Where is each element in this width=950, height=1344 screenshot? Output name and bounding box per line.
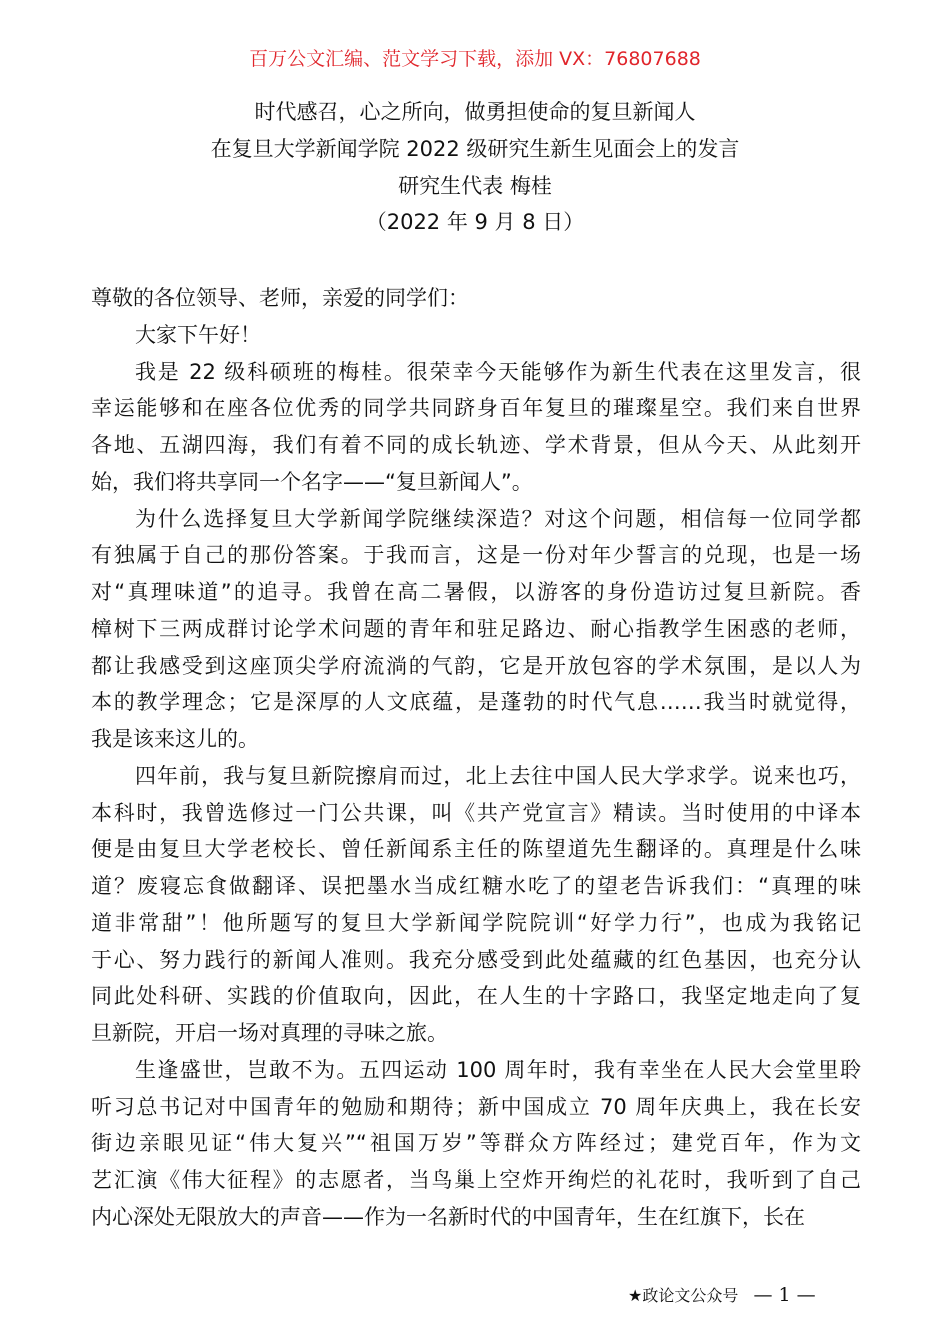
document-body — [91, 280, 861, 1236]
date: （2022 年 9 月 8 日） — [365, 210, 585, 234]
text-line: 对“真理味道”的追寻。我曾在高二暑假，以游客的身份造访过复旦新院。香 — [91, 580, 861, 604]
text-line: 樟树下三两成群讨论学术问题的青年和驻足路边、耐心指教学生困惑的老师， — [91, 616, 861, 641]
paragraph — [91, 501, 861, 758]
text-line: 生逢盛世，岂敢不为。五四运动 100 周年时，我有幸坐在人民大会堂里聆 — [135, 1057, 861, 1082]
paragraph — [91, 317, 861, 354]
watermark-header: 百万公文汇编、范文学习下载，添加 VX：76807688 — [249, 48, 701, 70]
salutation — [91, 280, 861, 317]
text-line: 街边亲眼见证“伟大复兴”“祖国万岁”等群众方阵经过；建党百年，作为文 — [91, 1131, 861, 1156]
paragraph — [91, 1052, 861, 1236]
text-line: 同此处科研、实践的价值取向，因此，在人生的十字路口，我坚定地走向了复 — [91, 984, 861, 1009]
text-line: 尊敬的各位领导、老师，亲爱的同学们： — [91, 286, 469, 310]
text-line: 四年前，我与复旦新院擦肩而过，北上去往中国人民大学求学。说来也巧， — [135, 763, 861, 788]
page-footer — [628, 1284, 816, 1307]
text-line: 道非常甜”！他所题写的复旦大学新闻学院院训“好学力行”，也成为我铭记 — [91, 910, 861, 935]
paragraph — [91, 354, 861, 501]
speaker: 研究生代表 梅桂 — [398, 174, 552, 198]
page-number: — 1 — — [753, 1284, 816, 1306]
text-line: 有独属于自己的那份答案。于我而言，这是一份对年少誓言的兑现，也是一场 — [91, 543, 861, 568]
footer-source: ★政论文公众号 — [628, 1286, 739, 1305]
text-line: 道？废寝忘食做翻译、误把墨水当成红糖水吃了的望老告诉我们：“真理的味 — [91, 874, 861, 898]
text-line: 为什么选择复旦大学新闻学院继续深造？对这个问题，相信每一位同学都 — [135, 506, 861, 531]
text-line: 始，我们将共享同一个名字——“复旦新闻人”。 — [91, 469, 533, 494]
text-line: 旦新院，开启一场对真理的寻味之旅。 — [91, 1021, 448, 1045]
paragraph — [91, 758, 861, 1052]
text-line: 本的教学理念；它是深厚的人文底蕴，是蓬勃的时代气息……我当时就觉得， — [91, 690, 861, 715]
text-line: 听习总书记对中国青年的勉励和期待；新中国成立 70 周年庆典上，我在长安 — [91, 1094, 861, 1119]
text-line: 都让我感受到这座顶尖学府流淌的气韵，它是开放包容的学术氛围，是以人为 — [91, 653, 861, 678]
text-line: 我是 22 级科硕班的梅桂。很荣幸今天能够作为新生代表在这里发言，很 — [135, 359, 861, 384]
text-line: 内心深处无限放大的声音——作为一名新时代的中国青年，生在红旗下，长在 — [91, 1204, 805, 1229]
document-title: 时代感召，心之所向，做勇担使命的复旦新闻人 — [254, 100, 696, 124]
text-line: 幸运能够和在座各位优秀的同学共同跻身百年复旦的璀璨星空。我们来自世界 — [91, 396, 861, 421]
text-line: 便是由复旦大学老校长、曾任新闻系主任的陈望道先生翻译的。真理是什么味 — [91, 837, 861, 862]
document-subtitle: 在复旦大学新闻学院 2022 级研究生新生见面会上的发言 — [210, 137, 740, 161]
text-line: 我是该来这儿的。 — [91, 727, 259, 751]
text-line: 于心、努力践行的新闻人准则。我充分感受到此处蕴藏的红色基因，也充分认 — [91, 947, 861, 972]
text-line: 本科时，我曾选修过一门公共课，叫《共产党宣言》精读。当时使用的中译本 — [91, 800, 861, 825]
text-line: 大家下午好！ — [135, 322, 261, 347]
text-line: 艺汇演《伟大征程》的志愿者，当鸟巢上空炸开绚烂的礼花时，我听到了自己 — [91, 1168, 861, 1192]
text-line: 各地、五湖四海，我们有着不同的成长轨迹、学术背景，但从今天、从此刻开 — [91, 433, 861, 457]
